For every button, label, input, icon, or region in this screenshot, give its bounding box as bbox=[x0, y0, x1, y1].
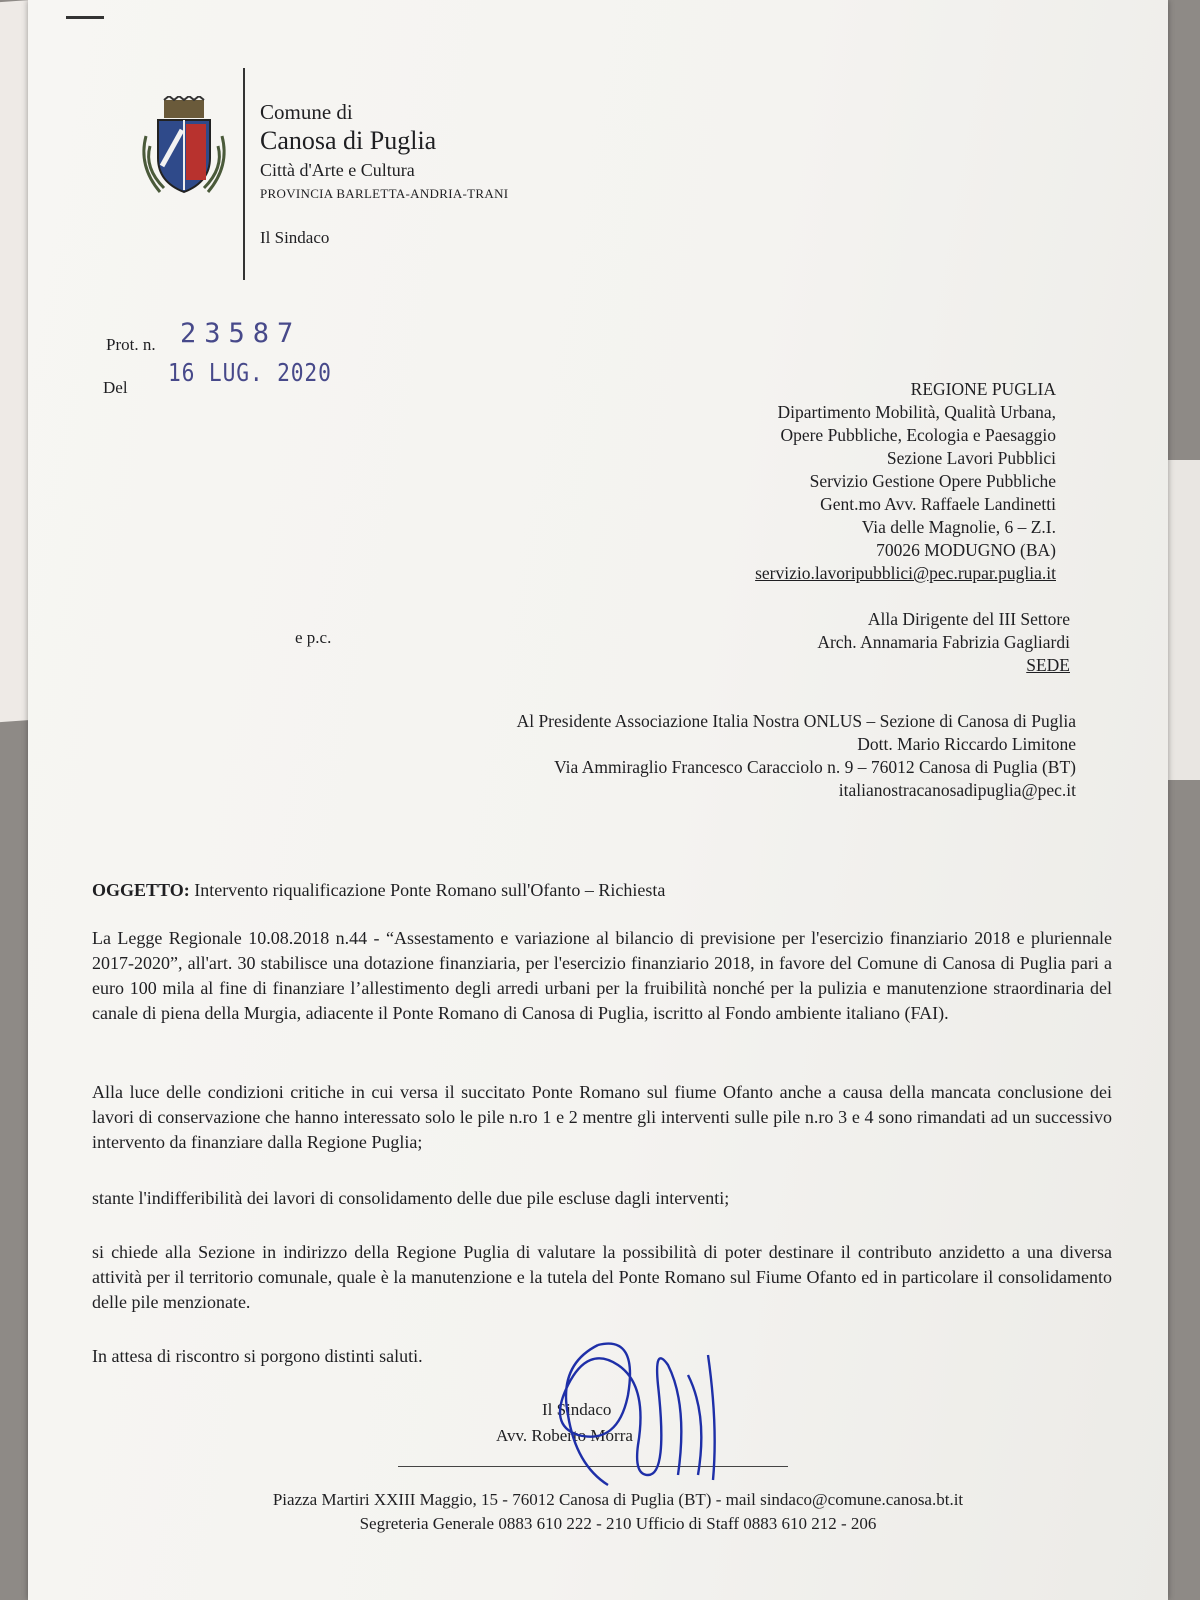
province-line: PROVINCIA BARLETTA-ANDRIA-TRANI bbox=[260, 186, 509, 201]
recipient-email-link[interactable]: italianostracanosadipuglia@pec.it bbox=[838, 780, 1076, 800]
recipient-line: Al Presidente Associazione Italia Nostra ONLUS – Sezione di Canosa di Puglia bbox=[516, 711, 1076, 731]
footer-address: Piazza Martiri XXIII Maggio, 15 - 76012 Canosa di Puglia (BT) - mail sindaco@comune.canosa.bt.it bbox=[272, 1490, 964, 1509]
recipient-director bbox=[817, 608, 1070, 677]
signer-title: Il Sindaco bbox=[542, 1400, 612, 1419]
date-label: Del bbox=[103, 378, 128, 397]
recipient-region bbox=[755, 378, 1056, 585]
recipient-line: Via delle Magnolie, 6 – Z.I. bbox=[861, 517, 1056, 537]
municipality-name: Canosa di Puglia bbox=[260, 126, 437, 155]
recipient-line-sede: SEDE bbox=[1026, 655, 1070, 675]
cc-label: e p.c. bbox=[295, 628, 332, 647]
coat-of-arms-icon bbox=[134, 96, 234, 206]
paragraph: si chiede alla Sezione in indirizzo della Regione Puglia di valutare la possibilità di poter destinare il contributo anzidetto a una diversa attività per il territorio comunale, quale è la manutenzione e la tutela del Ponte Romano sul Fiume Ofanto ed in particolare il consolidamento delle pile menzionate. bbox=[92, 1242, 1112, 1312]
recipient-email-link[interactable]: servizio.lavoripubblici@pec.rupar.puglia.it bbox=[755, 563, 1056, 583]
protocol-label: Prot. n. bbox=[106, 335, 156, 354]
subject-label: OGGETTO: bbox=[92, 880, 190, 900]
recipient-line: Gent.mo Avv. Raffaele Landinetti bbox=[820, 494, 1056, 514]
closing-paragraph: In attesa di riscontro si porgono distinti saluti. bbox=[92, 1346, 423, 1366]
protocol-number-stamp: 23587 bbox=[180, 318, 302, 349]
recipient-line: REGIONE PUGLIA bbox=[910, 379, 1056, 399]
recipient-line: 70026 MODUGNO (BA) bbox=[876, 540, 1056, 560]
date-stamp: 16 LUG. 2020 bbox=[168, 358, 332, 387]
letter-page bbox=[28, 0, 1168, 1600]
municipality-motto: Città d'Arte e Cultura bbox=[260, 160, 415, 180]
recipient-line: Via Ammiraglio Francesco Caracciolo n. 9 – 76012 Canosa di Puglia (BT) bbox=[554, 757, 1076, 777]
recipient-line: Alla Dirigente del III Settore bbox=[867, 609, 1070, 629]
paragraph: La Legge Regionale 10.08.2018 n.44 - “Assestamento e variazione al bilancio di previsione per l'esercizio finanziario 2018 e pluriennale 2017-2020”, all'art. 30 stabilisce una dotazione finanziaria, per l'esercizio finanziario 2018, in favore del Comune di Canosa di Puglia pari a euro 100 mila al fine di finanziare l’allestimento degli arredi urbani per la fruibilità nonché per la pulizia e manutenzione straordinaria del canale di piena della Murgia, adiacente il Ponte Romano di Canosa di Puglia, iscritto al Fondo ambiente italiano (FAI). bbox=[92, 928, 1112, 1023]
signer-name: Avv. Roberto Morra bbox=[496, 1426, 633, 1445]
recipient-line: Dipartimento Mobilità, Qualità Urbana, bbox=[777, 402, 1056, 422]
recipient-association bbox=[517, 710, 1076, 802]
paragraph: Alla luce delle condizioni critiche in cui versa il succitato Ponte Romano sul fiume Ofanto anche a causa della mancata conclusione dei lavori di conservazione che hanno interessato solo le pile n.ro 1 e 2 mentre gli interventi sulle pile n.ro 3 e 4 sono rimandati ad un successivo intervento da finanziare dalla Regione Puglia; bbox=[92, 1082, 1112, 1152]
subject-line bbox=[92, 878, 1112, 903]
subject-text: Intervento riqualificazione Ponte Romano sull'Ofanto – Richiesta bbox=[194, 880, 666, 900]
municipality-line: Comune di bbox=[260, 100, 353, 124]
recipient-line: Opere Pubbliche, Ecologia e Paesaggio bbox=[780, 425, 1056, 445]
header-divider bbox=[243, 68, 245, 280]
corner-mark bbox=[66, 16, 104, 19]
handwritten-signature-icon bbox=[538, 1325, 758, 1495]
recipient-line: Sezione Lavori Pubblici bbox=[886, 448, 1056, 468]
recipient-line: Servizio Gestione Opere Pubbliche bbox=[809, 471, 1056, 491]
paragraph: stante l'indifferibilità dei lavori di consolidamento delle due pile escluse dagli interventi; bbox=[92, 1188, 730, 1208]
recipient-line: Arch. Annamaria Fabrizia Gagliardi bbox=[817, 632, 1070, 652]
recipient-line: Dott. Mario Riccardo Limitone bbox=[857, 734, 1076, 754]
office-title: Il Sindaco bbox=[260, 228, 330, 247]
footer-phones: Segreteria Generale 0883 610 222 - 210 Ufficio di Staff 0883 610 212 - 206 bbox=[359, 1514, 877, 1533]
